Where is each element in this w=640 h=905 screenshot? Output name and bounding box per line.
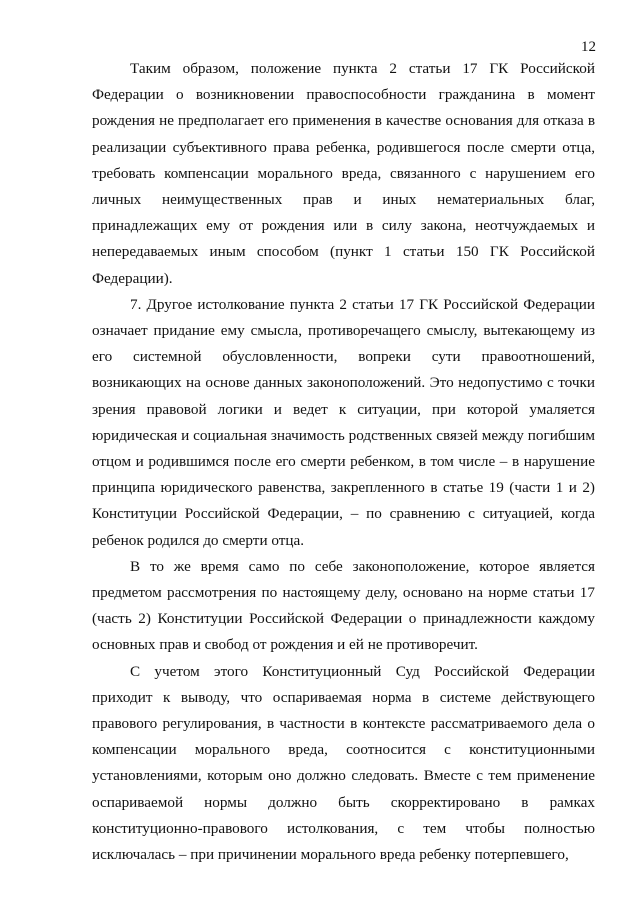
page-number: 12 <box>581 39 596 55</box>
paragraph-7: 7. Другое истолкование пункта 2 статьи 17 ГК Российской Федерации означает придание ему смысла, противоречащего смыслу, вытекающему из его системной обусловленности, вопреки сути правоотношений, возникающих на основе данных законоположений. Это недопустимо с точки зрения правовой логики и ведет к ситуации, при которой умаляется юридическая и социальная значимость родственных связей между погибшим отцом и родившимся после его смерти ребенком, в том числе – в нарушение принципа юридического равенства, закрепленного в статье 19 (части 1 и 2) Конституции Российской Федерации, – по сравнению с ситуацией, когда ребенок родился до смерти отца. <box>92 295 595 549</box>
paragraph-court-conclusion: С учетом этого Конституционный Суд Российской Федерации приходит к выводу, что оспариваемая норма в системе действующего правового регулирования, в частности в контексте рассматриваемого дела о компенсации морального вреда, соотносится с конституционными установлениями, которым оно должно следовать. Вместе с тем применение оспариваемой нормы должно быть скорректировано в рамках конституционно-правового истолкования, с тем чтобы полностью исключалась – при причинении морального вреда ребенку потерпевшего, <box>92 662 595 864</box>
paragraph-conclusion: Таким образом, положение пункта 2 статьи 17 ГК Российской Федерации о возникновении правоспособности гражданина в момент рождения не предполагает его применения в качестве основания для отказа в реализации субъективного права ребенка, родившегося после смерти отца, требовать компенсации морального вреда, связанного с нарушением его личных неимущественных прав и иных нематериальных благ, принадлежащих ему от рождения или в силу закона, неотчуждаемых и непередаваемых иным способом (пункт 1 статьи 150 ГК Российской Федерации). <box>92 60 595 287</box>
paragraph-constitutional-basis: В то же время само по себе законоположение, которое является предметом рассмотрения по настоящему делу, основано на норме статьи 17 (часть 2) Конституции Российской Федерации о принадлежности каждому основных прав и свобод от рождения и ей не противоречит. <box>92 557 595 654</box>
document-body <box>92 56 595 868</box>
